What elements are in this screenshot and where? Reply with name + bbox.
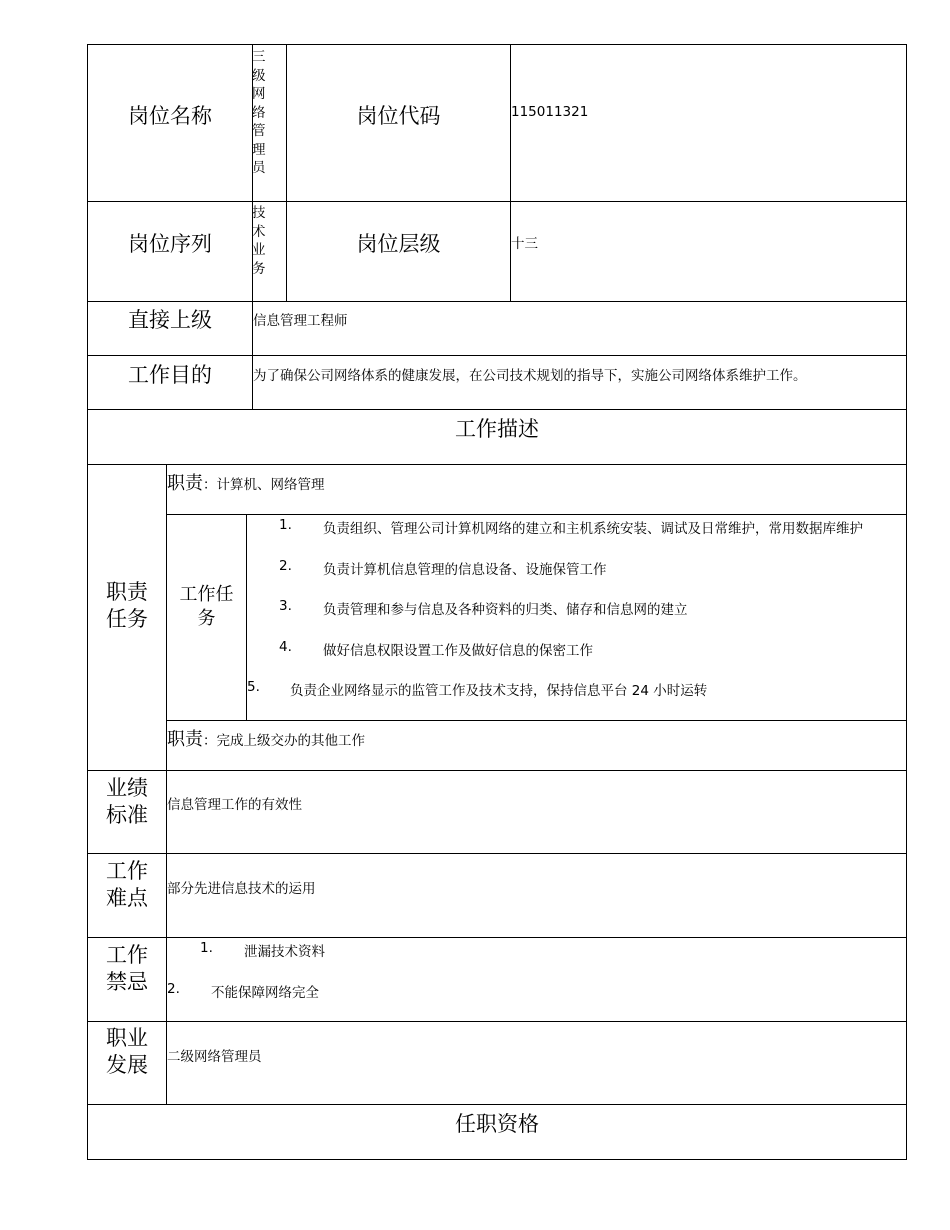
task-item: 2. bbox=[279, 558, 292, 574]
task-item: 1. bbox=[279, 517, 292, 533]
performance-label-line1: 业绩 bbox=[106, 776, 148, 800]
performance-label-line2: 标准 bbox=[106, 803, 148, 827]
job-name-label: 岗位名称 bbox=[128, 104, 212, 128]
duty-1-prefix: 职责 bbox=[167, 473, 203, 494]
duty-2-text: ：完成上级交办的其他工作 bbox=[203, 733, 365, 749]
career-label-line2: 发展 bbox=[106, 1053, 148, 1077]
taboo-item-text: 不能保障网络完全 bbox=[211, 985, 319, 1001]
tasks-label-line2: 务 bbox=[197, 608, 216, 629]
difficulty-value: 部分先进信息技术的运用 bbox=[167, 881, 316, 897]
taboo-item-num: 1. bbox=[200, 940, 213, 956]
job-code-label: 岗位代码 bbox=[356, 104, 441, 128]
task-item: 3. bbox=[279, 598, 292, 614]
tasks-label bbox=[167, 583, 246, 631]
task-item-text: 负责组织、管理公司计算机网络的建立和主机系统安装、调试及日常维护，常用数据库维护 bbox=[323, 521, 863, 537]
duty-2-prefix: 职责 bbox=[167, 729, 203, 750]
task-item: 4. bbox=[279, 639, 292, 655]
qualification-title: 任职资格 bbox=[455, 1112, 539, 1136]
taboo-item-num: 2. bbox=[167, 981, 180, 997]
job-level-value: 十三 bbox=[511, 236, 538, 252]
career-value: 二级网络管理员 bbox=[167, 1049, 262, 1065]
taboo-label-line2: 禁忌 bbox=[106, 970, 148, 994]
duties-side-label-line2: 任务 bbox=[106, 607, 148, 631]
job-series-value: 技术业务 bbox=[252, 205, 266, 277]
duty-1-text: ：计算机、网络管理 bbox=[203, 477, 325, 493]
difficulty-label-line1: 工作 bbox=[106, 859, 148, 883]
job-series-label: 岗位序列 bbox=[128, 232, 212, 256]
task-item-text: 负责计算机信息管理的信息设备、设施保管工作 bbox=[323, 562, 607, 578]
purpose-label: 工作目的 bbox=[128, 363, 212, 387]
taboo-label bbox=[92, 942, 162, 996]
superior-label: 直接上级 bbox=[128, 308, 212, 332]
career-label-line1: 职业 bbox=[106, 1026, 148, 1050]
duty-1 bbox=[167, 469, 325, 495]
performance-value: 信息管理工作的有效性 bbox=[167, 797, 302, 813]
task-item: 5. bbox=[247, 679, 260, 695]
performance-label bbox=[92, 775, 162, 829]
difficulty-label bbox=[92, 858, 162, 912]
taboo-item-text: 泄漏技术资料 bbox=[244, 944, 325, 960]
difficulty-label-line2: 难点 bbox=[106, 886, 148, 910]
duties-side-label-line1: 职责 bbox=[106, 580, 148, 604]
task-item-text: 做好信息权限设置工作及做好信息的保密工作 bbox=[323, 643, 593, 659]
purpose-value: 为了确保公司网络体系的健康发展，在公司技术规划的指导下，实施公司网络体系维护工作。 bbox=[253, 368, 807, 384]
tasks-label-line1: 工作任 bbox=[179, 584, 234, 605]
career-label bbox=[92, 1025, 162, 1079]
job-level-label: 岗位层级 bbox=[356, 232, 441, 256]
superior-value: 信息管理工程师 bbox=[253, 313, 348, 329]
job-code-value: 115011321 bbox=[511, 104, 589, 120]
task-item-text: 负责管理和参与信息及各种资料的归类、储存和信息网的建立 bbox=[323, 602, 688, 618]
job-name-value: 三级网络管理员 bbox=[252, 49, 266, 176]
task-item-text: 负责企业网络显示的监管工作及技术支持，保持信息平台 24 小时运转 bbox=[290, 683, 708, 699]
duties-side-label bbox=[92, 579, 162, 633]
duty-2 bbox=[167, 725, 365, 751]
taboo-label-line1: 工作 bbox=[106, 943, 148, 967]
work-description-title: 工作描述 bbox=[455, 417, 539, 441]
